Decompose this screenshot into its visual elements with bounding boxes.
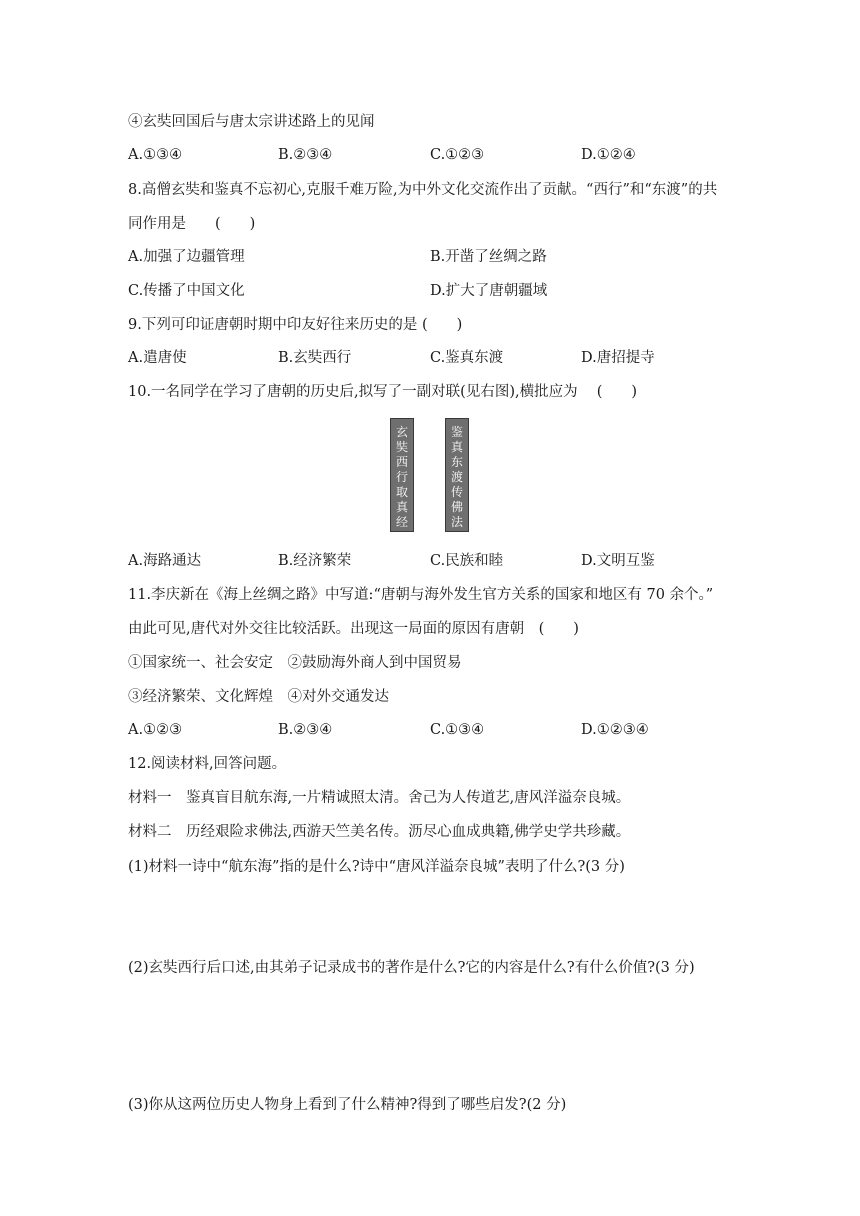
q10-option-c: C.民族和睦 <box>430 553 504 569</box>
q8-stem-line1: 8.高僧玄奘和鉴真不忘初心,克服千难万险,为中外文化交流作出了贡献。“西行”和“东渡”的共 <box>128 182 718 198</box>
q11-option-d: D.①②③④ <box>581 722 649 738</box>
q8-stem-line2: 同作用是 ( ) <box>128 216 256 232</box>
q9-option-b: B.玄奘西行 <box>278 350 352 366</box>
q9-stem: 9.下列可印证唐朝时期中印友好往来历史的是 ( ) <box>128 317 463 333</box>
q10-option-d: D.文明互鉴 <box>581 553 655 569</box>
q7-option-d: D.①②④ <box>581 147 636 163</box>
q11-stem-line1: 11.李庆新在《海上丝绸之路》中写道:“唐朝与海外发生官方关系的国家和地区有 70 余个。” <box>128 587 714 603</box>
q11-option-b: B.②③④ <box>278 722 333 738</box>
q8-option-d: D.扩大了唐朝疆域 <box>430 283 548 299</box>
q11-statements-2: ③经济繁荣、文化辉煌 ④对外交通发达 <box>128 689 389 705</box>
q11-stem-line2: 由此可见,唐代对外交往比较活跃。出现这一局面的原因有唐朝 ( ) <box>128 621 579 637</box>
couplet-left-text: 玄奘西行取真经 <box>396 425 409 529</box>
q10-option-a: A.海路通达 <box>128 553 202 569</box>
q11-option-c: C.①③④ <box>430 722 485 738</box>
q12-part-3: (3)你从这两位历史人物身上看到了什么精神?得到了哪些启发?(2 分) <box>128 1097 567 1113</box>
q12-material-1: 材料一 鉴真盲目航东海,一片精诚照太清。舍己为人传道艺,唐风洋溢奈良城。 <box>128 790 631 806</box>
q8-option-a: A.加强了边疆管理 <box>128 249 245 265</box>
q7-option-c: C.①②③ <box>430 147 485 163</box>
q10-option-b: B.经济繁荣 <box>278 553 352 569</box>
q12-part-1: (1)材料一诗中“航东海”指的是什么?诗中“唐风洋溢奈良城”表明了什么?(3 分) <box>128 859 625 875</box>
couplet-left-scroll <box>390 418 414 532</box>
q12-stem: 12.阅读材料,回答问题。 <box>128 756 287 772</box>
q10-stem: 10.一名同学在学习了唐朝的历史后,拟写了一副对联(见右图),横批应为 ( ) <box>128 384 638 400</box>
q7-option-a: A.①③④ <box>128 147 183 163</box>
q12-part-2: (2)玄奘西行后口述,由其弟子记录成书的著作是什么?它的内容是什么?有什么价值?(3 分) <box>128 960 695 976</box>
q8-option-b: B.开凿了丝绸之路 <box>430 249 547 265</box>
q9-option-a: A.遣唐使 <box>128 350 187 366</box>
q11-option-a: A.①②③ <box>128 722 183 738</box>
couplet-right-scroll <box>445 418 469 532</box>
q8-option-c: C.传播了中国文化 <box>128 283 245 299</box>
q7-option-b: B.②③④ <box>278 147 333 163</box>
q11-statements-1: ①国家统一、社会安定 ②鼓励海外商人到中国贸易 <box>128 655 462 671</box>
q9-option-c: C.鉴真东渡 <box>430 350 504 366</box>
couplet-right-text: 鉴真东渡传佛法 <box>451 425 464 529</box>
q9-option-d: D.唐招提寺 <box>581 350 655 366</box>
q7-statement-4: ④玄奘回国后与唐太宗讲述路上的见闻 <box>128 114 375 130</box>
q12-material-2: 材料二 历经艰险求佛法,西游天竺美名传。沥尽心血成典籍,佛学史学共珍藏。 <box>128 824 631 840</box>
